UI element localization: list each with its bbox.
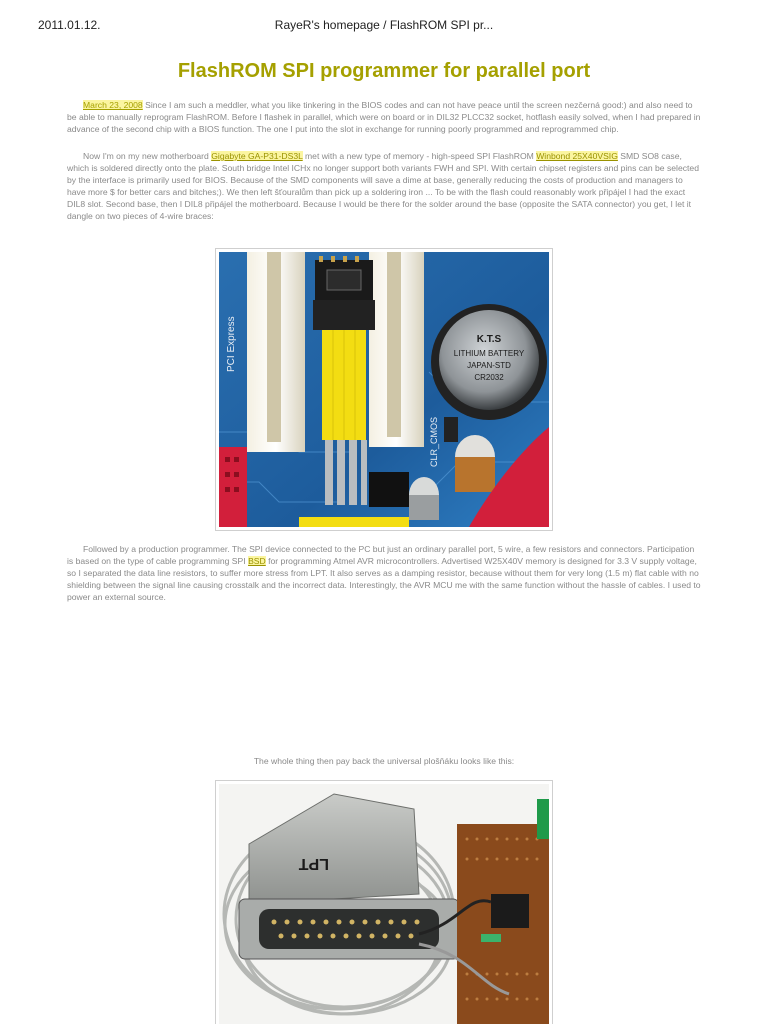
motherboard-text-b: met with a new type of memory - high-speed SPI FlashROM bbox=[305, 151, 534, 161]
header-title: RayeR's homepage / FlashROM SPI pr... bbox=[274, 18, 494, 32]
programmer-paragraph bbox=[67, 543, 701, 603]
dil8-socket-board bbox=[491, 894, 529, 928]
smd-chip bbox=[369, 472, 409, 507]
motherboard-photo bbox=[215, 248, 553, 531]
cmos-battery bbox=[439, 310, 539, 410]
photo-caption: The whole thing then pay back the universal plošňáku looks like this: bbox=[253, 756, 515, 766]
programmer-text-b: for programming Atmel AVR microcontrollers. Advertised W25X40V memory is designed for 3.3 V supply voltage, so I separated the data line resistors, to suffer more stress from LPT. It also serves as a damping resistor, because without them for very long (1.5 m) flat cable with no shielding between the signal line causing crosstalk and the incorrect data. Interestingly, the AVR MCU me with the same function without the hassle of cables. I used to power an external source. bbox=[67, 556, 701, 603]
date-link[interactable]: March 23, 2008 bbox=[83, 100, 143, 110]
lpt-label: LPT bbox=[298, 855, 329, 872]
battery-line-1: K.T.S bbox=[476, 334, 502, 345]
bsd-link[interactable]: BSD bbox=[248, 556, 266, 567]
motherboard-paragraph bbox=[67, 150, 701, 223]
chip-link[interactable]: Winbond 25X40VSIG bbox=[536, 151, 618, 161]
board-label: CLR_CMOS bbox=[429, 416, 439, 467]
battery-line-2: LITHIUM BATTERY bbox=[453, 349, 525, 358]
motherboard-image bbox=[219, 252, 549, 527]
red-connector bbox=[219, 447, 247, 527]
programmer-text-a: Followed by a production programmer. The SPI device connected to the PC but just an ordinary parallel port, 5 wire, a few resistors and connectors. Participation is based on the type of cable programming SPI bbox=[67, 544, 695, 567]
intro-text: Since I am such a meddler, what you like tinkering in the BIOS codes and can not have peace until the screen nezčerná good:) and also need to be able to manually reprogram FlashROM. Before I flashek in parallel, which were on board or in DIL32 PLCC32 socket, hotflash easily solved, when I had prepared in advance of the second chip with a BIOS function. The one I put into the slot in exchange for running poorly programmed and reprogrammed chip. bbox=[67, 100, 701, 135]
db25-pins bbox=[259, 909, 439, 949]
green-connector bbox=[537, 799, 549, 839]
battery-line-4: CR2032 bbox=[474, 373, 504, 382]
motherboard-text-a: Now I'm on my new motherboard bbox=[83, 151, 209, 161]
header-date: 2011.01.12. bbox=[38, 18, 101, 32]
page-title: FlashROM SPI programmer for parallel port bbox=[177, 60, 591, 82]
programmer-photo bbox=[215, 780, 553, 1024]
intro-paragraph bbox=[67, 99, 701, 135]
programmer-image bbox=[219, 784, 549, 1024]
motherboard-text-c: SMD SO8 case, which is soldered directly onto the plate. South bridge Intel ICHx no longer support both variants FWH and SPI. With certain chipset registers and pins can be selected by the interface is primarily used for BIOS. Because of the SMD components will save a dime at base, generally reducing the costs of production and managers to have more $ for better cars and bitches;). We then left šťouralům than pick up a soldering iron ... To be with the flash could reasonably work připájel I had the exact DIL8 slot. Second base, then I DIL8 připájel the motherboard. Because I would be there for the solder around the base (opposite the SATA connector) you get, I let it dangle on two pieces of 4-wire braces: bbox=[67, 151, 699, 222]
slot-label: PCI Express bbox=[226, 316, 237, 372]
board-link[interactable]: Gigabyte GA-P31-DS3L bbox=[211, 151, 303, 161]
battery-line-3: JAPAN-STD bbox=[467, 361, 511, 370]
